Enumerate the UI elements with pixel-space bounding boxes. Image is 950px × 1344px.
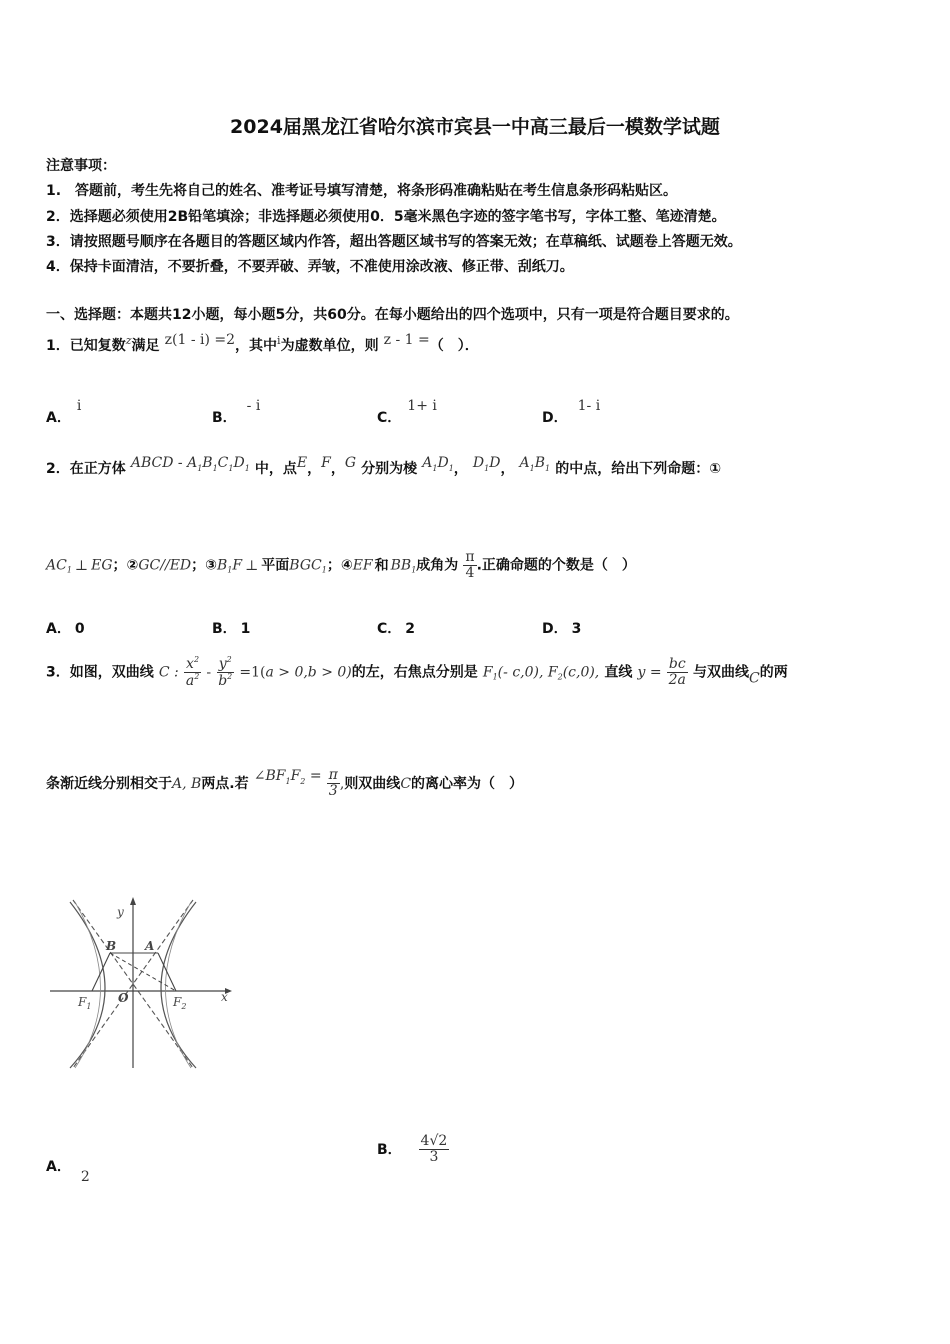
y-axis-label: y	[117, 905, 124, 919]
q2-option-d: D． 3	[542, 621, 582, 637]
question-1-stem: 1．已知复数$^z$满足 z(1 - i) =2，其中$^i$为虚数单位，则 z - 1 =（ ）．	[46, 332, 479, 354]
notice-1: 1. 答题前，考生先将自己的姓名、准考证号填写清楚，将条形码准确粘贴在考生信息条形码粘贴区。	[46, 183, 678, 199]
q3-option-b: B． $\frac{4√2}{3}$	[377, 1133, 448, 1165]
f1-label: $F_1$	[78, 995, 92, 1011]
left-branch-inner	[75, 902, 101, 1068]
notice-3: 3．请按照题号顺序在各题目的答题区域内作答，超出答题区域书写的答案无效；在草稿纸、试题卷上答题无效。	[46, 234, 742, 250]
question-2-stem: 2．在正方体 ABCD - $A^1B^1C^1D^1$ 中，点E，F，G 分别为棱 $A^1D^1$， $D^1D$， $A^1B^1$ 的中点，给出下列命题：①	[46, 455, 722, 477]
origin-label: O	[118, 991, 129, 1005]
question-3-stem-line1: 3．如图，双曲线 C : $\frac{x^2}{a^2}$ - $\frac{y^2}{b^2}$ =1(a > 0,b > 0)的左，右焦点分别是 $F_1(-$ c,0), $F_2(c,0)$, 直线 y = $\frac{bc}{2a}$ 与双曲线C的两	[46, 655, 788, 689]
notice-heading: 注意事项：	[46, 158, 116, 174]
question-2-propositions: $AC_1$ ⊥ EG；②GC//ED；$③B_1F$ ⊥ 平面$BGC_1$；④EF 和 $BB_1$成角为 $\frac{\pi}{4}$ .正确命题的个数是（ ）	[46, 549, 636, 581]
section-heading: 一、选择题：本题共12小题，每小题5分，共60分。在每小题给出的四个选项中，只有一项是符合题目要求的。	[46, 307, 739, 323]
q3-option-a: A．2	[46, 1159, 90, 1185]
q1-option-b: B．- i	[212, 398, 261, 426]
q2-option-b: B． 1	[212, 621, 251, 637]
q1-option-d: D．1- i	[542, 398, 601, 426]
f2-label: $F_2$	[173, 995, 187, 1011]
q1-option-a: A．i	[46, 398, 82, 426]
q2-option-c: C． 2	[377, 621, 416, 637]
page-title: 2024届黑龙江省哈尔滨市宾县一中高三最后一模数学试题	[230, 116, 720, 138]
x-axis-label: x	[221, 990, 228, 1004]
point-b-label: B	[106, 939, 117, 953]
question-3-stem-line2: 条渐近线分别相交于A, B两点.若 $\angle BF^1F^2$ = $\frac{\pi}{3}$ ,则双曲线C的离心率为（ ）	[46, 767, 524, 799]
q1-option-c: C．1+ i	[377, 398, 437, 426]
notice-2: 2．选择题必须使用2B铅笔填涂；非选择题必须使用0．5毫米黑色字迹的签字笔书写，字体工整、笔迹清楚。	[46, 209, 726, 225]
notice-4: 4．保持卡面清洁，不要折叠，不要弄破、弄皱，不准使用涂改液、修正带、刮纸刀。	[46, 259, 574, 275]
hyperbola-figure	[40, 880, 240, 1075]
q2-option-a: A． 0	[46, 621, 85, 637]
point-a-label: A	[145, 939, 155, 953]
right-branch-inner	[166, 902, 192, 1068]
